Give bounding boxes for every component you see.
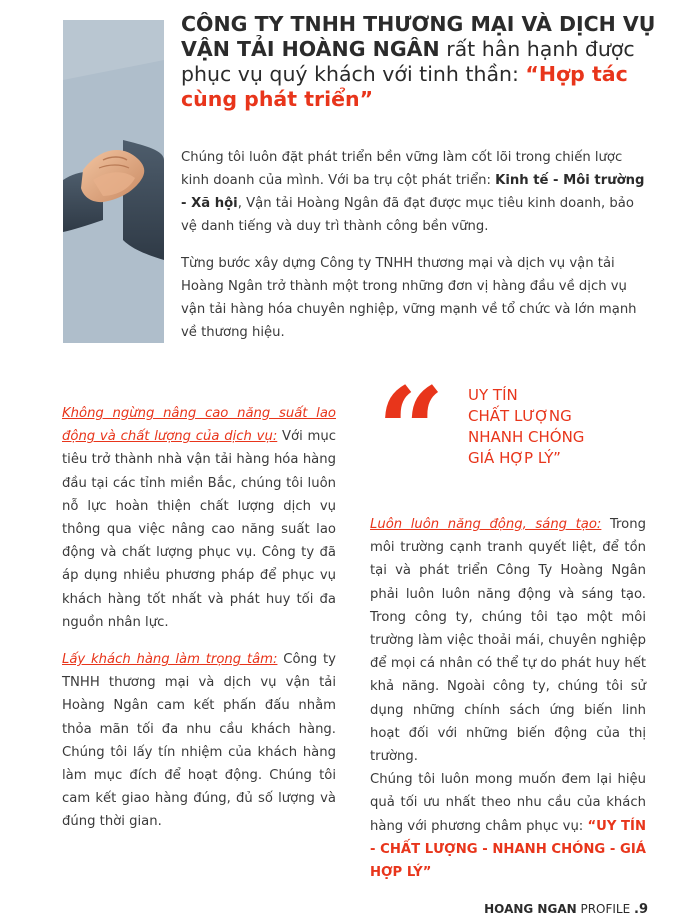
section-productivity bbox=[62, 402, 336, 634]
intro-paragraph-1 bbox=[181, 146, 647, 238]
section-commitment-motto: “UY TÍN - CHẤT LƯỢNG - NHANH CHÓNG - GIÁ HỢP LÝ” bbox=[370, 818, 646, 881]
intro-text bbox=[181, 146, 647, 344]
motto-line-3: NHANH CHÓNG bbox=[468, 428, 585, 446]
page-footer bbox=[484, 902, 648, 917]
intro-p1-start: Chúng tôi luôn đặt phát triển bền vững làm cốt lõi trong chiến lược kinh doanh của mình. Với ba trụ cột phát triển: bbox=[181, 150, 623, 188]
intro-pillars: Kinh tế - Môi trường - Xã hội bbox=[181, 173, 645, 211]
headline-text: rất hân hạnh được phục vụ quý khách với tinh thần: bbox=[181, 37, 635, 86]
section-productivity-heading: Không ngừng nâng cao năng suất lao động và chất lượng của dịch vụ: bbox=[62, 406, 336, 445]
page-number: .9 bbox=[634, 902, 648, 917]
handshake-illustration bbox=[63, 20, 164, 343]
left-column bbox=[62, 402, 336, 834]
intro-p1-end: , Vận tải Hoàng Ngân đã đạt được mục tiêu kinh doanh, bảo vệ danh tiếng và duy trì thành công bền vững. bbox=[181, 196, 634, 234]
section-creativity bbox=[370, 513, 646, 768]
intro-paragraph-2: Từng bước xây dựng Công ty TNHH thương mại và dịch vụ vận tải Hoàng Ngân trở thành một trong những đơn vị hàng đầu về dịch vụ vận tải hàng hóa chuyên nghiệp, vững mạnh về tổ chức và lớn mạnh về thương hiệu. bbox=[181, 256, 637, 340]
footer-brand: HOANG NGAN bbox=[484, 902, 577, 916]
footer-label: PROFILE bbox=[576, 902, 635, 916]
section-productivity-text: Với mục tiêu trở thành nhà vận tải hàng hóa hàng đầu tại các tỉnh miền Bắc, chúng tôi luôn nỗ lực hoàn thiện chất lượng dịch vụ thông qua việc nâng cao năng suất lao động và chất lượng phục vụ. Công ty đã áp dụng nhiều phương pháp để phục vụ khách hàng tốt nhất và phát huy tối đa nguồn nhân lực. bbox=[62, 429, 337, 630]
section-creativity-text: Trong môi trường cạnh tranh quyết liệt, để tồn tại và phát triển Công Ty Hoàng Ngân phải luôn luôn năng động và sáng tạo. Trong công ty, chúng tôi tạo một môi trường làm việc thoải mái, chuyên nghiệp để mọi cá nhân có thể tự do phát huy hết khả năng. Ngoài công ty, chúng tôi sử dụng những chính sách ứng biến linh hoạt đối với những biến động của thị trường. bbox=[370, 517, 646, 765]
right-column bbox=[370, 513, 646, 884]
section-creativity-heading: Luôn luôn năng động, sáng tạo: bbox=[370, 517, 602, 532]
company-name: CÔNG TY TNHH THƯƠNG MẠI VÀ DỊCH VỤ VẬN TẢI HOÀNG NGÂN bbox=[181, 12, 656, 61]
section-customer-focus bbox=[62, 648, 336, 834]
quote-mark-icon: “ bbox=[377, 361, 435, 500]
motto-line-2: CHẤT LƯỢNG bbox=[468, 407, 572, 425]
motto-line-4: GIÁ HỢP LÝ” bbox=[468, 449, 561, 467]
headline-slogan: “Hợp tác cùng phát triển” bbox=[181, 62, 628, 111]
headline bbox=[181, 12, 661, 112]
section-commitment-text: Chúng tôi luôn mong muốn đem lại hiệu quả tối ưu nhất theo nhu cầu của khách hàng với phương châm phục vụ: bbox=[370, 772, 646, 834]
section-customer-focus-heading: Lấy khách hàng làm trọng tâm: bbox=[62, 652, 278, 668]
section-customer-focus-text: Công ty TNHH thương mại và dịch vụ vận tải Hoàng Ngân cam kết phấn đấu nhằm thỏa mãn tối đa nhu cầu khách hàng. Chúng tôi lấy tín nhiệm của khách hàng làm mục đích để hoạt động. Chúng tôi cam kết giao hàng đúng, đủ số lượng và đúng thời gian. bbox=[62, 652, 336, 830]
handshake-photo bbox=[63, 20, 164, 343]
motto-line-1: UY TÍN bbox=[468, 386, 518, 404]
motto-quote bbox=[468, 385, 668, 469]
section-commitment bbox=[370, 768, 646, 884]
